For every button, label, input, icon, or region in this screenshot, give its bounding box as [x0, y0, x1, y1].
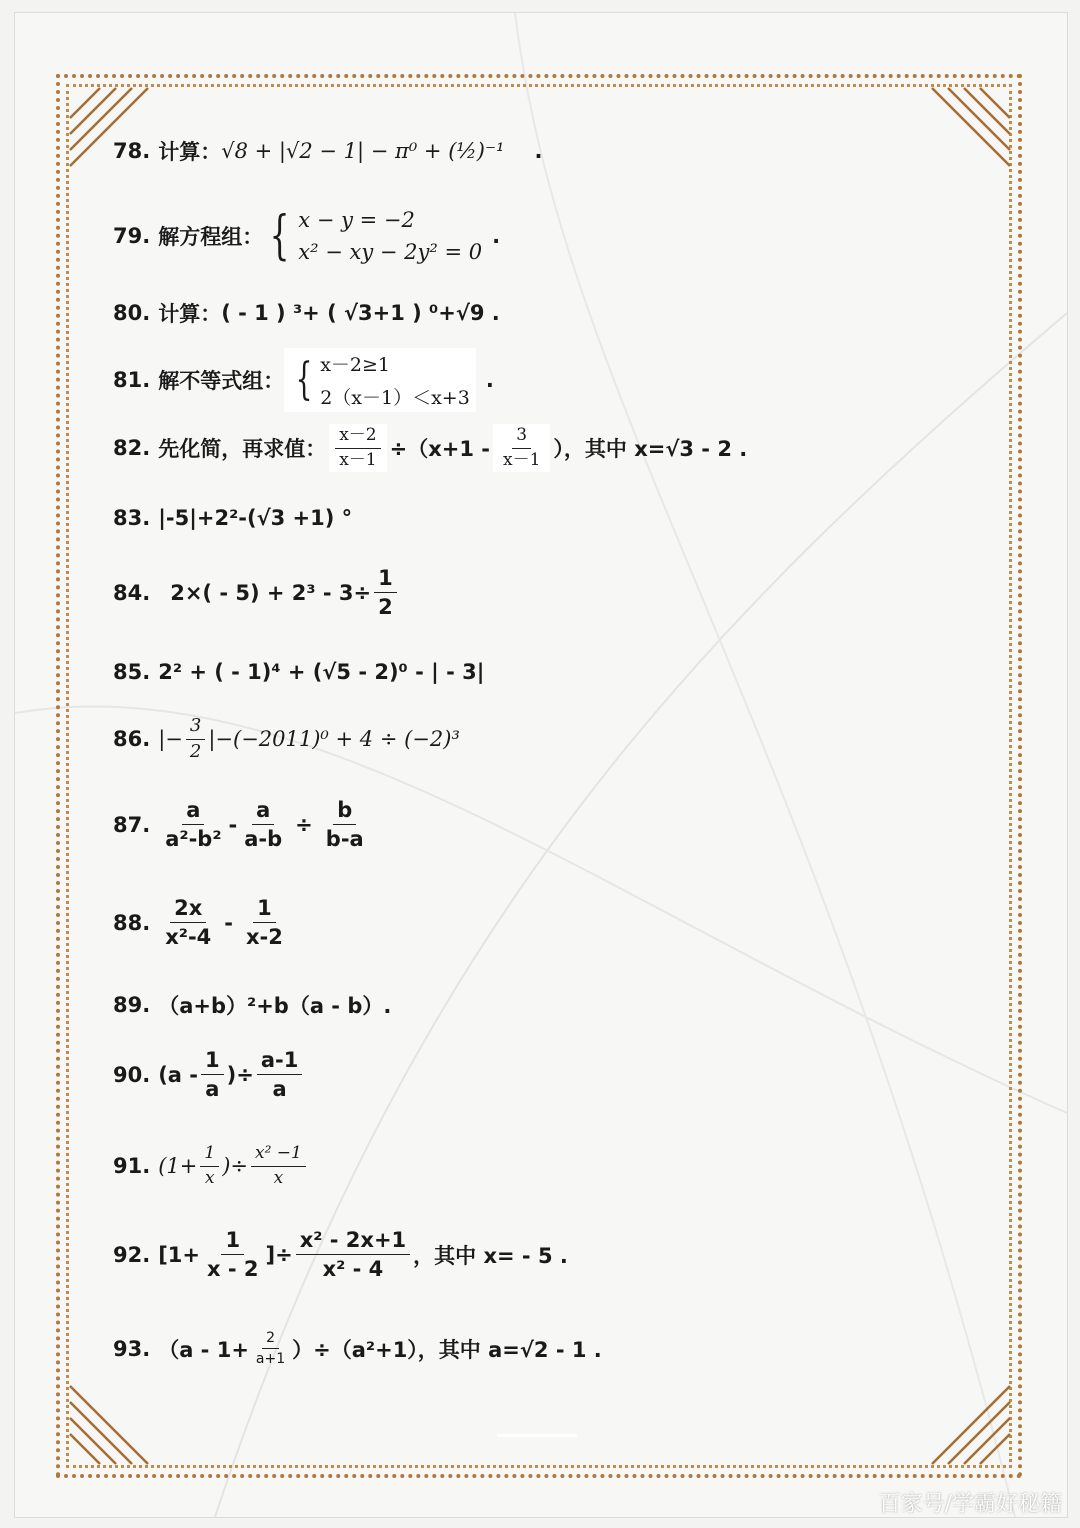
fraction: [201, 1048, 224, 1101]
numerator: a: [252, 798, 274, 825]
question-number: 89.: [113, 993, 151, 1017]
question-83: [113, 506, 352, 530]
math-expression: ，其中 x= - 5 .: [413, 1243, 568, 1268]
question-90: [113, 1048, 305, 1101]
corner-ornament-bottom-left: [60, 1374, 160, 1474]
equation-line: x² − xy − 2y² = 0: [298, 240, 483, 264]
fraction: [296, 1228, 410, 1281]
math-expression: （a+b）²+b（a - b）.: [158, 994, 392, 1018]
inequality-line: x－2≥1: [320, 354, 391, 376]
question-label: 计算：: [158, 302, 222, 326]
question-92: [113, 1228, 568, 1281]
inequality-system: [284, 348, 476, 412]
numerator: 1: [221, 1228, 244, 1255]
period: .: [492, 224, 501, 248]
numerator: x－2: [335, 426, 380, 449]
question-number: 83.: [113, 506, 151, 530]
fraction: [161, 896, 215, 949]
fraction: [322, 798, 368, 851]
math-expression: ）÷（a²+1），其中 a=√2 - 1 .: [292, 1337, 602, 1362]
question-85: [113, 660, 484, 684]
question-number: 78.: [113, 139, 151, 163]
math-expression: |-5|+2²-(√3 +1) °: [158, 506, 353, 530]
question-label: 解方程组：: [158, 225, 264, 249]
denominator: x - 2: [207, 1257, 259, 1282]
numerator: 1: [374, 566, 397, 593]
math-expression: √8 + |√2 − 1| − π⁰ + (½)⁻¹: [221, 139, 505, 163]
numerator: 1: [253, 896, 276, 923]
question-number: 86.: [113, 727, 151, 752]
fraction: [374, 566, 397, 619]
operator: ÷: [295, 812, 313, 837]
question-number: 81.: [113, 368, 151, 392]
math-expression: |−(−2011)⁰ + 4 ÷ (−2)³: [208, 727, 460, 752]
period: .: [485, 368, 494, 392]
math-expression: (a -: [158, 1062, 198, 1087]
question-78: [113, 136, 542, 166]
brace-symbol: {: [295, 354, 313, 405]
denominator: x: [273, 1167, 284, 1188]
math-expression: [1+: [158, 1242, 201, 1267]
fraction: [252, 1330, 289, 1367]
numerator: x² −1: [251, 1144, 306, 1167]
math-expression: （a - 1+: [158, 1337, 249, 1362]
fraction: [242, 896, 287, 949]
corner-ornament-bottom-right: [920, 1374, 1020, 1474]
question-number: 84.: [113, 580, 151, 605]
numerator: 1: [201, 1048, 224, 1075]
question-number: 79.: [113, 224, 151, 248]
denominator: a: [272, 1077, 287, 1102]
question-79: [113, 208, 500, 264]
question-89: [113, 990, 391, 1020]
question-number: 92.: [113, 1242, 151, 1267]
operator: -: [224, 910, 233, 935]
question-label: 先化简，再求值：: [158, 437, 327, 462]
math-expression: )÷: [226, 1062, 254, 1087]
denominator: x－1: [339, 449, 377, 470]
denominator: x²-4: [165, 925, 212, 950]
denominator: b-a: [325, 827, 364, 852]
denominator: a: [205, 1077, 220, 1102]
fraction: [161, 798, 225, 851]
numerator: 2x: [170, 896, 206, 923]
numerator: 3: [512, 426, 531, 449]
denominator: x² - 4: [322, 1257, 384, 1282]
question-82: [113, 424, 747, 472]
numerator: a-1: [257, 1048, 303, 1075]
corner-ornament-top-right: [920, 78, 1020, 178]
numerator: x² - 2x+1: [296, 1228, 410, 1255]
fraction: [257, 1048, 303, 1101]
fraction: [493, 424, 550, 472]
question-number: 82.: [113, 436, 151, 461]
fraction: [251, 1144, 306, 1188]
math-expression: )÷: [222, 1154, 248, 1179]
watermark: 百家号/学霸好秘籍: [878, 1492, 1062, 1517]
question-number: 88.: [113, 910, 151, 935]
math-expression: |−: [158, 727, 183, 752]
question-86: [113, 716, 460, 762]
denominator: a-b: [244, 827, 283, 852]
question-81: [113, 348, 494, 412]
math-expression: 2×( - 5) + 2³ - 3÷: [170, 580, 372, 605]
numerator: 2: [262, 1330, 279, 1349]
math-expression: ]÷: [265, 1242, 293, 1267]
fraction: [203, 1228, 263, 1281]
question-number: 85.: [113, 660, 151, 684]
question-93: [113, 1330, 602, 1367]
denominator: a²-b²: [165, 827, 222, 852]
numerator: 1: [200, 1144, 219, 1167]
question-84: [113, 566, 400, 619]
question-number: 90.: [113, 1062, 151, 1087]
denominator: 2: [189, 740, 202, 762]
denominator: x-2: [246, 925, 283, 950]
question-number: 80.: [113, 301, 151, 325]
fraction: [240, 798, 286, 851]
math-expression: ( - 1 ) ³+ ( √3+1 ) ⁰+√9 .: [221, 301, 500, 325]
numerator: a: [182, 798, 204, 825]
operator: -: [228, 812, 238, 837]
fraction: [329, 424, 386, 472]
equation-system: [263, 208, 482, 264]
brace-symbol: {: [269, 206, 290, 266]
math-expression: ÷（x+1 -: [389, 437, 490, 462]
math-expression: ），其中 x=√3 - 2 .: [553, 437, 748, 462]
denominator: x: [204, 1167, 215, 1188]
question-number: 93.: [113, 1336, 151, 1361]
numerator: b: [333, 798, 356, 825]
equation-line: x − y = −2: [298, 208, 415, 232]
denominator: x－1: [503, 449, 541, 470]
question-number: 87.: [113, 812, 151, 837]
question-number: 91.: [113, 1154, 151, 1179]
fraction: [200, 1144, 219, 1188]
question-label: 计算：: [158, 140, 222, 164]
numerator: 3: [186, 716, 205, 740]
question-label: 解不等式组：: [158, 369, 285, 393]
question-91: [113, 1144, 309, 1188]
question-88: [113, 896, 290, 949]
denominator: 2: [378, 595, 393, 620]
period: .: [534, 139, 543, 163]
question-87: [113, 798, 371, 851]
math-expression: 2² + ( - 1)⁴ + (√5 - 2)⁰ - | - 3|: [158, 660, 485, 684]
question-80: [113, 298, 500, 328]
denominator: a+1: [255, 1351, 286, 1368]
inequality-line: 2（x－1）＜x+3: [320, 387, 470, 409]
fraction: [186, 716, 205, 762]
math-expression: (1+: [158, 1154, 198, 1179]
page-indicator-bar: [497, 1434, 577, 1437]
